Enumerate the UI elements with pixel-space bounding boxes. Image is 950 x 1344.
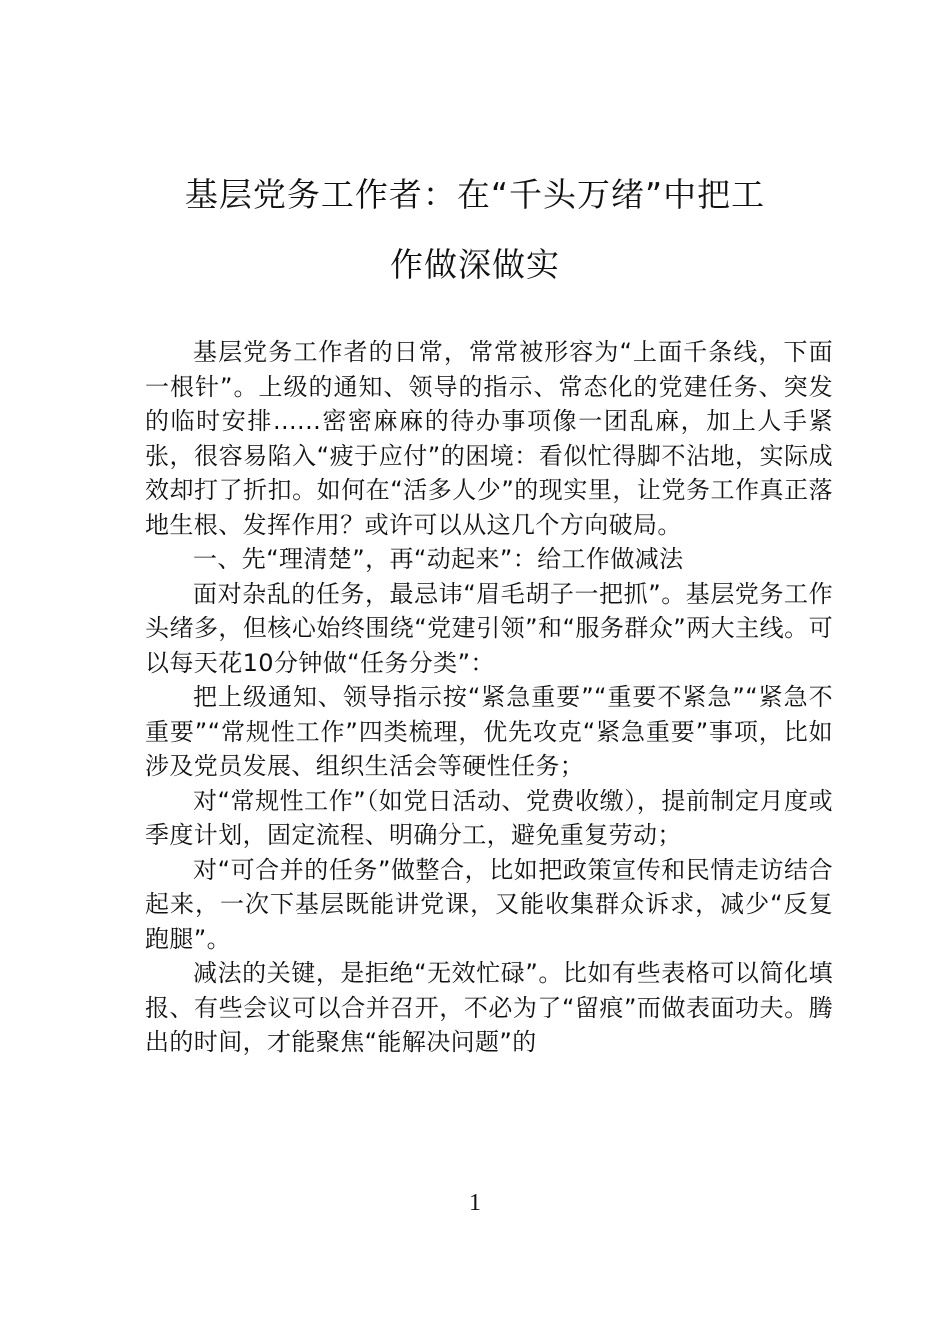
document-title-line-1: 基层党务工作者：在“千头万绪”中把工 [184,175,766,214]
paragraph: 减法的关键，是拒绝“无效忙碌”。比如有些表格可以简化填报、有些会议可以合并召开，不必为了“留痕”而做表面功夫。腾出的时间，才能聚焦“能解决问题”的 [145,959,833,1056]
document-body [145,335,833,1060]
paragraph: 对“可合并的任务”做整合，比如把政策宣传和民情走访结合起来，一次下基层既能讲党课，又能收集群众诉求，减少“反复跑腿”。 [145,855,833,953]
section-heading-1: 一、先“理清楚”，再“动起来”：给工作做减法 [193,545,684,573]
paragraph: 对“常规性工作”（如党日活动、党费收缴），提前制定月度或季度计划，固定流程、明确分工，避免重复劳动； [145,786,833,849]
page-number: 1 [469,1190,481,1216]
paragraph-intro: 基层党务工作者的日常，常常被形容为“上面千条线，下面一根针”。上级的通知、领导的指示、常态化的党建任务、突发的临时安排......密密麻麻的待办事项像一团乱麻，加上人手紧张，很容易陷入“疲于应付”的困境：看似忙得脚不沾地，实际成效却打了折扣。如何在“活多人少”的现实里，让党务工作真正落地生根、发挥作用？或许可以从这几个方向破局。 [145,338,833,539]
paragraph: 把上级通知、领导指示按“紧急重要”“重要不紧急”“紧急不重要”“常规性工作”四类梳理，优先攻克“紧急重要”事项，比如涉及党员发展、组织生活会等硬性任务； [145,683,833,780]
paragraph: 面对杂乱的任务，最忌讳“眉毛胡子一把抓”。基层党务工作头绪多，但核心始终围绕“党建引领”和“服务群众”两大主线。可以每天花10分钟做“任务分类”： [145,579,833,677]
document-title-line-2: 作做深做实 [390,245,560,284]
